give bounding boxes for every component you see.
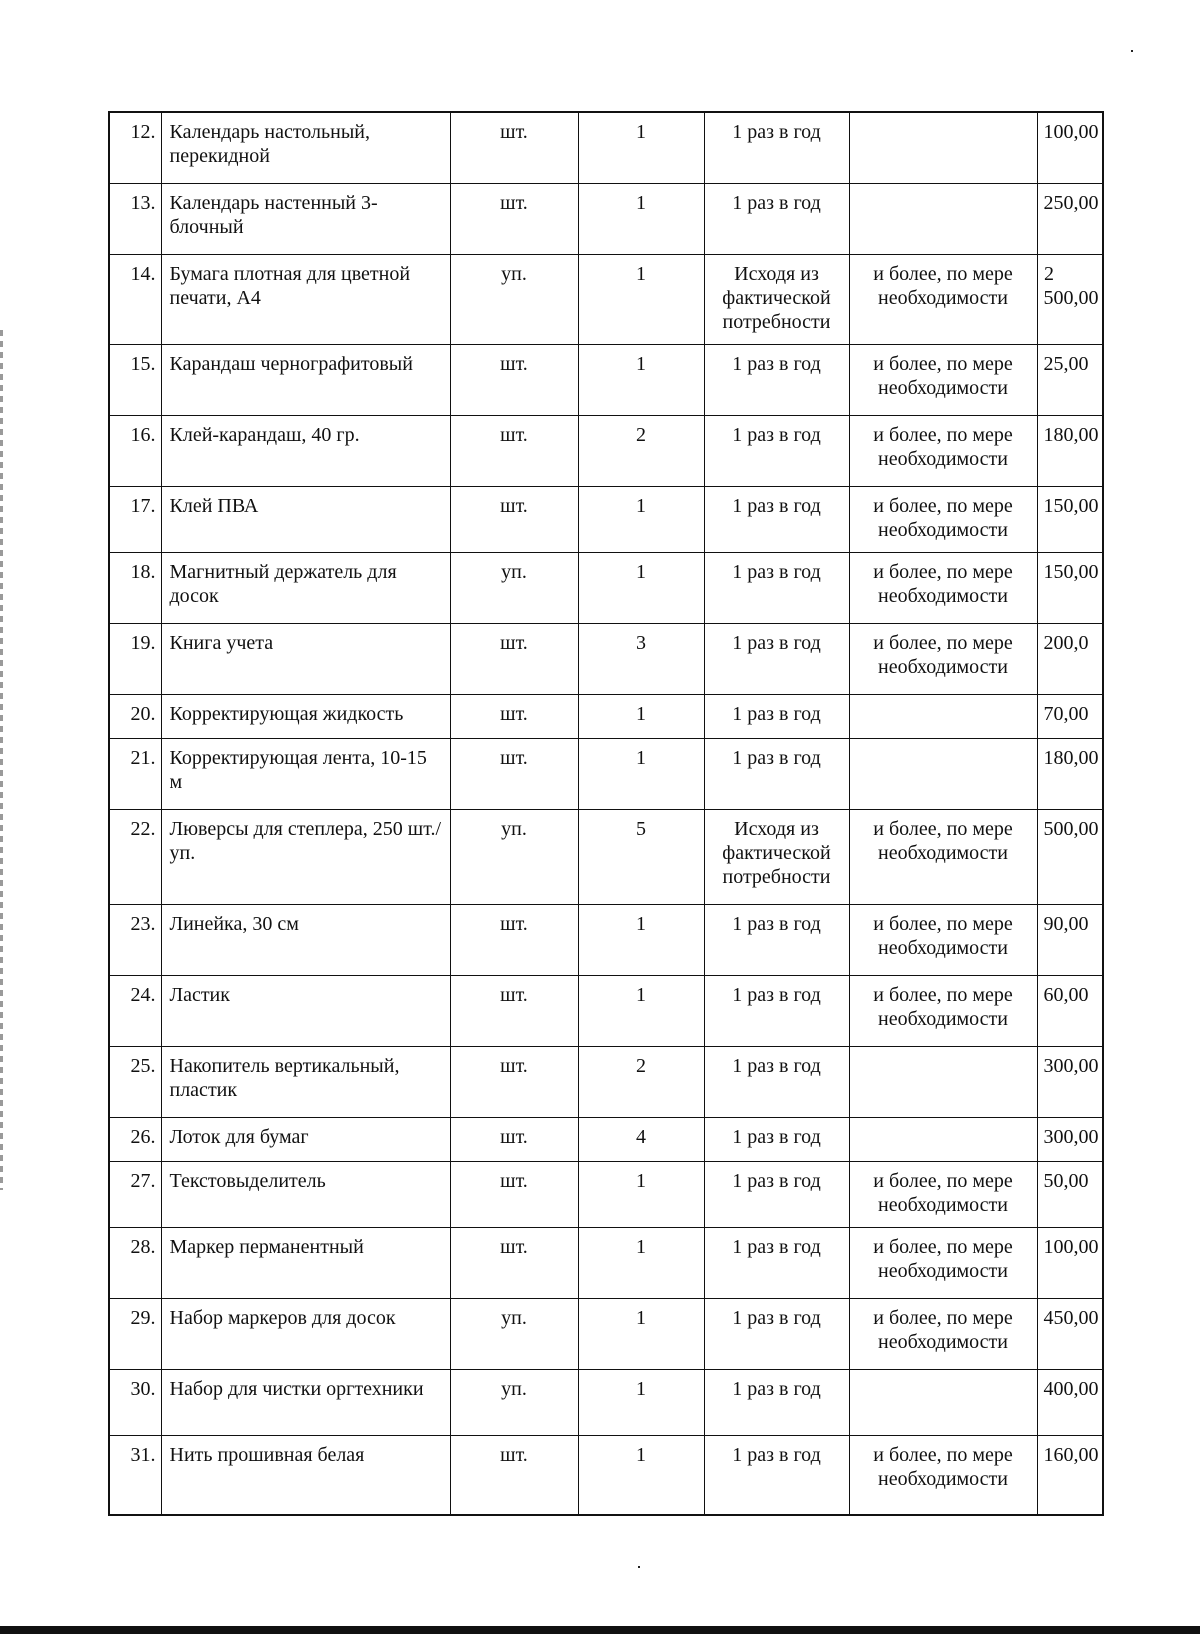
item-note: и более, по мере необходимости	[849, 975, 1037, 1046]
item-unit: шт.	[450, 486, 578, 552]
item-frequency: 1 раз в год	[704, 1161, 849, 1227]
item-price: 100,00	[1037, 112, 1103, 183]
item-price: 450,00	[1037, 1298, 1103, 1369]
row-number: 20.	[109, 694, 161, 738]
item-price: 100,00	[1037, 1227, 1103, 1298]
row-number: 28.	[109, 1227, 161, 1298]
item-note	[849, 738, 1037, 809]
supplies-table	[108, 111, 1104, 1516]
row-number: 14.	[109, 254, 161, 344]
item-unit: шт.	[450, 344, 578, 415]
table-row	[109, 623, 1103, 694]
item-unit: шт.	[450, 904, 578, 975]
item-note: и более, по мере необходимости	[849, 1298, 1037, 1369]
item-frequency: 1 раз в год	[704, 415, 849, 486]
item-quantity: 1	[578, 1369, 704, 1435]
item-name: Календарь настольный, перекидной	[161, 112, 450, 183]
row-number: 25.	[109, 1046, 161, 1117]
row-number: 27.	[109, 1161, 161, 1227]
table-row	[109, 1369, 1103, 1435]
item-price: 300,00	[1037, 1046, 1103, 1117]
item-frequency: 1 раз в год	[704, 1435, 849, 1515]
item-price: 70,00	[1037, 694, 1103, 738]
table-row	[109, 112, 1103, 183]
item-unit: шт.	[450, 623, 578, 694]
table-row	[109, 552, 1103, 623]
item-quantity: 1	[578, 486, 704, 552]
item-frequency: Исходя из фактической потребности	[704, 809, 849, 904]
table-body	[109, 112, 1103, 1515]
item-frequency: 1 раз в год	[704, 112, 849, 183]
table-row	[109, 254, 1103, 344]
item-frequency: 1 раз в год	[704, 694, 849, 738]
item-quantity: 1	[578, 112, 704, 183]
item-unit: уп.	[450, 552, 578, 623]
item-unit: шт.	[450, 183, 578, 254]
item-unit: шт.	[450, 1117, 578, 1161]
row-number: 18.	[109, 552, 161, 623]
item-name: Набор для чистки оргтехники	[161, 1369, 450, 1435]
scan-dot	[1131, 50, 1133, 52]
table-row	[109, 1161, 1103, 1227]
item-frequency: 1 раз в год	[704, 183, 849, 254]
item-price: 180,00	[1037, 738, 1103, 809]
item-unit: уп.	[450, 1369, 578, 1435]
item-name: Клей-карандаш, 40 гр.	[161, 415, 450, 486]
row-number: 21.	[109, 738, 161, 809]
table-row	[109, 344, 1103, 415]
table-row	[109, 415, 1103, 486]
item-unit: шт.	[450, 112, 578, 183]
item-frequency: 1 раз в год	[704, 904, 849, 975]
row-number: 24.	[109, 975, 161, 1046]
table-row	[109, 809, 1103, 904]
item-unit: уп.	[450, 809, 578, 904]
item-note: и более, по мере необходимости	[849, 1227, 1037, 1298]
item-name: Линейка, 30 см	[161, 904, 450, 975]
item-price: 60,00	[1037, 975, 1103, 1046]
item-name: Люверсы для степлера, 250 шт./уп.	[161, 809, 450, 904]
row-number: 31.	[109, 1435, 161, 1515]
item-name: Книга учета	[161, 623, 450, 694]
item-unit: уп.	[450, 254, 578, 344]
item-frequency: 1 раз в год	[704, 738, 849, 809]
item-note: и более, по мере необходимости	[849, 1435, 1037, 1515]
item-frequency: 1 раз в год	[704, 344, 849, 415]
item-quantity: 1	[578, 975, 704, 1046]
item-quantity: 1	[578, 344, 704, 415]
item-price: 400,00	[1037, 1369, 1103, 1435]
table-row	[109, 738, 1103, 809]
row-number: 19.	[109, 623, 161, 694]
scan-bottom-edge	[0, 1626, 1200, 1634]
item-name: Маркер перманентный	[161, 1227, 450, 1298]
table-row	[109, 183, 1103, 254]
item-frequency: 1 раз в год	[704, 1046, 849, 1117]
item-quantity: 1	[578, 1435, 704, 1515]
table-row	[109, 1298, 1103, 1369]
item-note	[849, 1369, 1037, 1435]
table-row	[109, 1227, 1103, 1298]
item-note	[849, 1046, 1037, 1117]
item-note: и более, по мере необходимости	[849, 344, 1037, 415]
item-quantity: 1	[578, 1298, 704, 1369]
item-price: 150,00	[1037, 486, 1103, 552]
item-note: и более, по мере необходимости	[849, 415, 1037, 486]
item-note	[849, 694, 1037, 738]
item-price: 160,00	[1037, 1435, 1103, 1515]
item-note: и более, по мере необходимости	[849, 552, 1037, 623]
item-price: 90,00	[1037, 904, 1103, 975]
item-frequency: 1 раз в год	[704, 1117, 849, 1161]
row-number: 26.	[109, 1117, 161, 1161]
item-price: 50,00	[1037, 1161, 1103, 1227]
item-unit: шт.	[450, 694, 578, 738]
item-price: 200,0	[1037, 623, 1103, 694]
item-quantity: 3	[578, 623, 704, 694]
table-row	[109, 1117, 1103, 1161]
item-name: Бумага плотная для цветной печати, А4	[161, 254, 450, 344]
table-row	[109, 975, 1103, 1046]
item-quantity: 1	[578, 904, 704, 975]
item-unit: шт.	[450, 1435, 578, 1515]
item-price: 300,00	[1037, 1117, 1103, 1161]
item-note: и более, по мере необходимости	[849, 1161, 1037, 1227]
item-unit: шт.	[450, 1227, 578, 1298]
item-name: Магнитный держатель для досок	[161, 552, 450, 623]
item-name: Набор маркеров для досок	[161, 1298, 450, 1369]
item-unit: шт.	[450, 975, 578, 1046]
item-frequency: 1 раз в год	[704, 975, 849, 1046]
item-name: Корректирующая лента, 10-15 м	[161, 738, 450, 809]
row-number: 12.	[109, 112, 161, 183]
table-row	[109, 1046, 1103, 1117]
item-price: 2 500,00	[1037, 254, 1103, 344]
table-row	[109, 694, 1103, 738]
item-price: 500,00	[1037, 809, 1103, 904]
item-name: Клей ПВА	[161, 486, 450, 552]
item-quantity: 5	[578, 809, 704, 904]
table-row	[109, 1435, 1103, 1515]
item-name: Нить прошивная белая	[161, 1435, 450, 1515]
item-price: 250,00	[1037, 183, 1103, 254]
item-frequency: 1 раз в год	[704, 486, 849, 552]
item-name: Текстовыделитель	[161, 1161, 450, 1227]
item-quantity: 1	[578, 552, 704, 623]
item-quantity: 1	[578, 1227, 704, 1298]
item-quantity: 1	[578, 183, 704, 254]
item-name: Корректирующая жидкость	[161, 694, 450, 738]
row-number: 22.	[109, 809, 161, 904]
item-note: и более, по мере необходимости	[849, 486, 1037, 552]
item-name: Накопитель вертикальный, пластик	[161, 1046, 450, 1117]
item-frequency: Исходя из фактической потребности	[704, 254, 849, 344]
item-frequency: 1 раз в год	[704, 552, 849, 623]
item-unit: шт.	[450, 1046, 578, 1117]
scan-left-edge	[0, 330, 3, 1190]
scan-dot	[638, 1566, 640, 1568]
item-price: 150,00	[1037, 552, 1103, 623]
item-price: 25,00	[1037, 344, 1103, 415]
row-number: 15.	[109, 344, 161, 415]
item-note: и более, по мере необходимости	[849, 623, 1037, 694]
item-note	[849, 112, 1037, 183]
table-row	[109, 904, 1103, 975]
table-row	[109, 486, 1103, 552]
item-quantity: 1	[578, 694, 704, 738]
row-number: 30.	[109, 1369, 161, 1435]
item-unit: шт.	[450, 1161, 578, 1227]
item-name: Лоток для бумаг	[161, 1117, 450, 1161]
item-quantity: 1	[578, 254, 704, 344]
item-quantity: 1	[578, 738, 704, 809]
row-number: 16.	[109, 415, 161, 486]
item-frequency: 1 раз в год	[704, 1298, 849, 1369]
item-quantity: 2	[578, 1046, 704, 1117]
item-note: и более, по мере необходимости	[849, 904, 1037, 975]
row-number: 13.	[109, 183, 161, 254]
item-frequency: 1 раз в год	[704, 1369, 849, 1435]
row-number: 23.	[109, 904, 161, 975]
row-number: 17.	[109, 486, 161, 552]
item-quantity: 1	[578, 1161, 704, 1227]
item-quantity: 2	[578, 415, 704, 486]
item-frequency: 1 раз в год	[704, 1227, 849, 1298]
item-price: 180,00	[1037, 415, 1103, 486]
item-quantity: 4	[578, 1117, 704, 1161]
item-note: и более, по мере необходимости	[849, 254, 1037, 344]
item-note: и более, по мере необходимости	[849, 809, 1037, 904]
item-name: Ластик	[161, 975, 450, 1046]
item-frequency: 1 раз в год	[704, 623, 849, 694]
item-unit: шт.	[450, 415, 578, 486]
item-name: Карандаш чернографитовый	[161, 344, 450, 415]
item-name: Календарь настенный 3-блочный	[161, 183, 450, 254]
item-note	[849, 183, 1037, 254]
item-unit: шт.	[450, 738, 578, 809]
item-note	[849, 1117, 1037, 1161]
row-number: 29.	[109, 1298, 161, 1369]
item-unit: уп.	[450, 1298, 578, 1369]
